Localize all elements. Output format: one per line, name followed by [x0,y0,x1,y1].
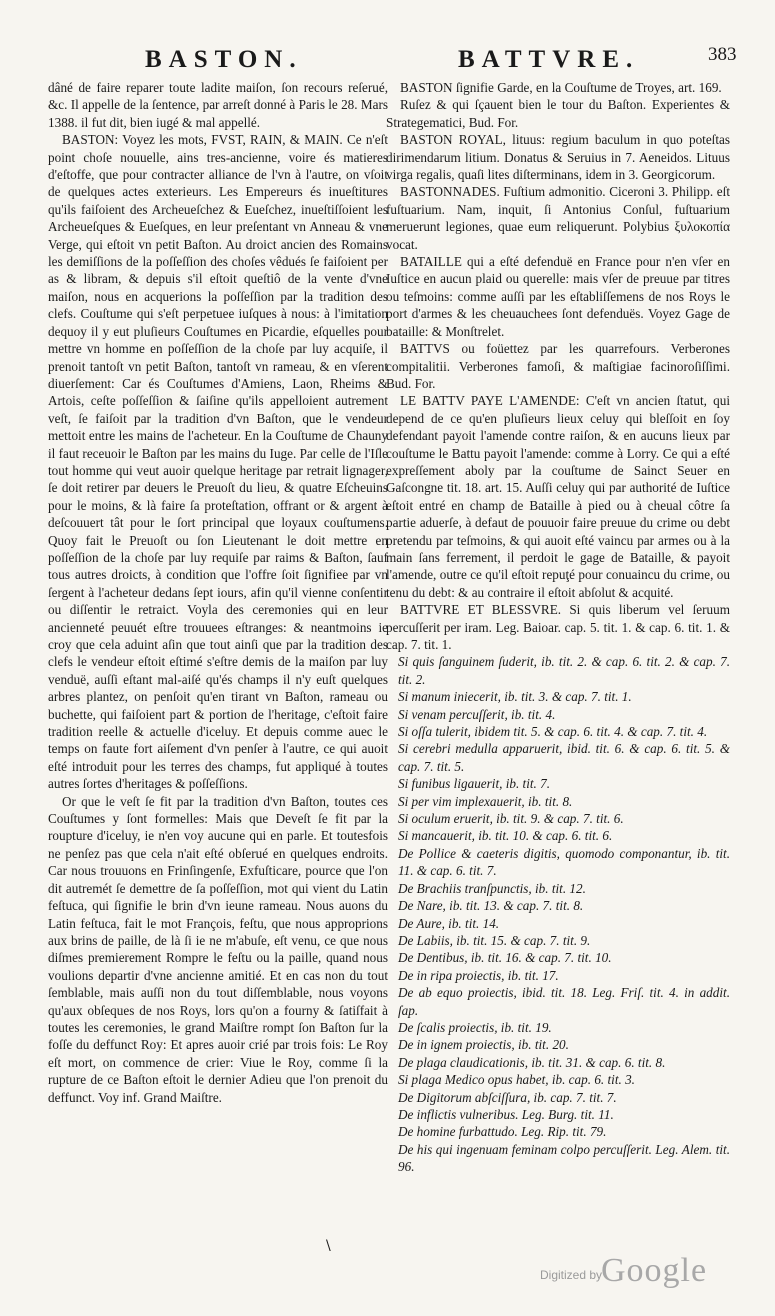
reference-line: Si oſſa tulerit, ibidem tit. 5. & cap. 6. tit. 4. & cap. 7. tit. 4. [398,724,708,740]
printer-mark: \ [326,1238,331,1254]
reference-line: De Labiis, ib. tit. 15. & cap. 7. tit. 9. [398,932,591,948]
reference-line: Si quis ſanguinem ſuderit, ib. tit. 2. & cap. 6. tit. 2. & cap. 7. tit. 2. [398,654,730,687]
reference-line: De his qui ingenuam feminam colpo percuſſerit. Leg. Alem. tit. 96. [398,1141,730,1175]
paragraph: BASTON: Voyez les mots, FVST, RAIN, & MAIN. Ce n'eſt point choſe nouuelle, ains tres-ancienne, voire és matieres d'eſtoffe, que pour contracter alliance de l'vn à l'autre, on vſoit de quelques actes exterieurs. Les Empereurs és inueſtitures qu'ils faiſoient des Archeueſchez & Eueſchez, inueſtiſſoient les Archeueſques & Eueſques, en leur preſentant vn Anneau & vne Verge, qui eſtoit vn petit Baſton. Au droict ancien des Romains les demiſſions de la poſſeſſion des choſes vêdués ſe faiſoient per as & libram, & depuis s'il eſtoit queſtiô de la vente d'vne maiſon, nous en acquerions la poſſeſſion par la tradition des clefs. Couſtume qui s'eſt perpetuee iuſques à nous: à l'imitation dequoy il y eut pluſieurs Couſtumes en Picardie, eſquelles pour mettre vn homme en poſſeſſion de la choſe par luy acquiſe, il prenoit tantoſt vn petit Baſton, tantoſt vn rameau, & en vſerent diuerſement: Car és Couſtumes d'Amiens, Laon, Rheims & Artois, ceſte poſſeſſion & ſaiſine qu'ils appelloient autrement veſt, ſe faiſoit par la tradition d'vn Baſton, que le vendeur mettoit entre les mains de l'acheteur. En la Couſtume de Chauny il faut receuoir le Baſton par les mains du Iuge. Par celle de l'Iſle tout homme qui veut auoir quelque heritage par retrait lignager, ſe doit retirer par deuers le Preuoſt du lieu, & quatre Eſcheuins pour le moins, & là faire ſa proteſtation, offrant or & argent à deſcouuert tât pour le ſort principal que loyaux couſtumens. Quoy fait le Preuoſt ou ſon Lieutenant le doit mettre en poſſeſſion de la choſe par luy requiſe par raims & Baſton, ſauf tous autres droicts, à condition que l'offre ſoit ſignifiee par vn ſergent à l'acheteur dedans ſept iours, afin qu'il vienne conſentir ou diſſentir le retraict. Voyla des ceremonies qui en leur ancienneté peuuét eſtre trouuees eſtranges: & neantmoins ie croy que cela aduint aſin que tout ainſi que par la tradition des clefs le vendeur eſtoit eſtimé s'eſtre demis de la maiſon par luy venduë, auſſi eſtant mal-aiſé qu'és champs il n'y euſt quelques arbres plantez, on penſoit qu'en tirant vn Baſton, rameau ou buchette, qui faiſoient part & portion de l'heritage, c'eſtoit faire tradition reelle & actuelle d'iceluy. Et depuis comme auec le temps on faute fort aiſement d'vn penſer à l'autre, ce qui auoit eſté introduit pour les terres des champs, fut appliqué à toutes autres ſortes d'heritages & poſſeſſions. [48,132,388,792]
running-head-left: BASTON. [145,46,303,73]
reference-line: De Dentibus, ib. tit. 16. & cap. 7. tit. 10. [398,950,612,966]
reference-line: De Nare, ib. tit. 13. & cap. 7. tit. 8. [398,898,584,914]
reference-list [386,653,730,1175]
paragraph: Or que le veſt ſe fit par la tradition d'vn Baſton, toutes ces Couſtumes y ſont formelles: Mais que Deveſt ſe fit par la roupture d'iceluy, ie n'en voy aucune qui en parle. Et toutesfois ne penſez pas que cela n'ait eſté obſerué en quelques endroits. Car nous trouuons en Frinſingenſe, Exfuſticare, pource que l'on dit autremét ſe demettre de ſa poſſeſſion, mot qui vient du Latin feſtuca, qui ſignifie le brin d'vn ieune rameau. Nous auons du Latin feſtuca, fait le mot François, feſtu, que nous approprions aux brins de paille, de là ſi ie ne m'abuſe, eſt venu, ce que nous diſmes premierement Rompre le feſtu ou la paille, quand nous voulions departir d'vne ancienne amitié. Et en cas non du tout ſemblable, mais auſſi non du tout diſſemblable, nous voyons qu'aux obſeques de nos Roys, lors qu'on a fourny & ſatiſfait à toutes les ceremonies, le grand Maiſtre rompt ſon Baſton ſur la foſſe du deffunct Roy: Et apres auoir crié par trois fois: Le Roy eſt mort, on commence de crier: Viue le Roy, comme ſi la rupture de ce Baſton eſtoit le dernier Adieu que l'on prenoit du deffunct. Voy inf. Grand Maiſtre. [48,793,388,1105]
paragraph: dâné de faire reparer toute ladite maiſon, ſon recours reſerué, &c. Il appelle de la ſentence, par arreſt donné à Paris le 28. Mars 1388. il fut dit, bien iugé & mal appellé. [48,80,388,130]
reference-line: Si oculum eruerit, ib. tit. 9. & cap. 7. tit. 6. [398,811,624,827]
paragraph: BASTON ſignifie Garde, en la Couſtume de Troyes, art. 169. [400,80,722,95]
left-column [48,79,388,1106]
reference-line: Si manum iniecerit, ib. tit. 3. & cap. 7. tit. 1. [398,689,632,705]
paragraph: LE BATTV PAYE L'AMENDE: C'eſt vn ancien ſtatut, qui depend de ce qu'en pluſieurs lieux celuy qui bleſſoit en ſoy defendant payoit l'amende contre raiſon, & en aucuns lieux par couſtume le Battu payoit l'amende: comme à Lorry. Ce qui a eſté expreſſement aboly par la couſtume de Sainct Seuer en Gaſcongne tit. 18. art. 15. Auſſi celuy qui par authorité de Iuſtice eſtoit entré en champ de Bataille à pied ou à cheual côtre ſa partie aduerſe, à defaut de pouuoir faire preuue du crime ou debt pretendu par teſmoins, & qui auoit eſté vaincu par armes ou à la main ſans ferrement, il perdoit le gage de Bataille, & payoit l'amende, outre ce qu'il eſtoit repuţé pour conuaincu du crime, ou tenu du debt: & au contraire il eſtoit abſolut & acquité. [386,393,730,600]
paragraph: BATTVRE ET BLESSVRE. Si quis liberum vel ſeruum percuſſerit per iram. Leg. Baioar. cap. 5. tit. 1. & cap. 6. tit. 1. & cap. 7. tit. 1. [386,602,730,652]
digitized-by-label: Digitized by [540,1268,603,1282]
paragraph: Ruſez & qui ſçauent bien le tour du Baſton. Experientes & Strategematici, Bud. For. [386,97,730,130]
reference-line: Si venam percuſſerit, ib. tit. 4. [398,706,556,722]
reference-line: De plaga claudicationis, ib. tit. 31. & cap. 6. tit. 8. [398,1054,666,1070]
reference-line: De in ignem proiectis, ib. tit. 20. [398,1037,569,1053]
reference-line: De homine furbattudo. Leg. Rip. tit. 79. [398,1124,607,1140]
reference-line: De Brachiis tranſpunctis, ib. tit. 12. [398,880,586,896]
paragraph: BATTVS ou foüettez par les quarrefours. Verberones compitalitii. Verberones famoſi, & maſtigiae facinoroſiſſimi. Bud. For. [386,341,730,391]
reference-line: Si plaga Medico opus habet, ib. cap. 6. tit. 3. [398,1072,635,1088]
google-logo: Google [601,1252,708,1289]
running-head-right: BATTVRE. [458,46,640,73]
reference-line: Si cerebri medulla apparuerit, ibid. tit. 6. & cap. 6. tit. 5. & cap. 7. tit. 5. [398,741,730,774]
paragraph: BASTONNADES. Fuſtium admonitio. Ciceroni 3. Philipp. eſt fuſtuarium. Nam, inquit, ſi Antonius Conſul, fuſtuarium meruerunt legiones, quae eum reliquerunt. Polybius ξυλοκοπία vocat. [386,184,730,252]
reference-line: De ſcalis proiectis, ib. tit. 19. [398,1019,552,1035]
page-number: 383 [708,44,737,65]
reference-line: De ab equo proiectis, ibid. tit. 18. Leg. Friſ. tit. 4. in addit. ſap. [398,985,730,1018]
reference-line: Si mancauerit, ib. tit. 10. & cap. 6. tit. 6. [398,828,613,844]
reference-line: De Digitorum abſciſſura, ib. cap. 7. tit. 7. [398,1089,617,1105]
paragraph: BASTON ROYAL, lituus: regium baculum in quo poteſtas dirimendarum litium. Donatus & Seruius in 7. Aeneidos. Lituus virga regalis, quaſi lites diſterminans, idem in 3. Georgicorum. [386,132,730,183]
reference-line: Si funibus ligauerit, ib. tit. 7. [398,776,551,792]
reference-line: De in ripa proiectis, ib. tit. 17. [398,967,559,983]
reference-line: Si per vim implexauerit, ib. tit. 8. [398,793,573,809]
reference-line: De inflictis vulneribus. Leg. Burg. tit. 11. [398,1106,614,1122]
reference-line: De Aure, ib. tit. 14. [398,915,500,931]
paragraph: BATAILLE qui a eſté defenduë en France pour n'en vſer en Iuſtice en aucun plaid ou querelle: mais vſer de preuue par titres ou teſmoins: comme auſſi par les eſtabliſſemens de nos Roys le port d'armes & les cheuauchees ſont defenduës. Voyez Gage de bataille: & Monſtrelet. [386,254,730,339]
right-column [386,79,730,1176]
reference-line: De Pollice & caeteris digitis, quomodo componantur, ib. tit. 11. & cap. 6. tit. 7. [398,845,730,879]
